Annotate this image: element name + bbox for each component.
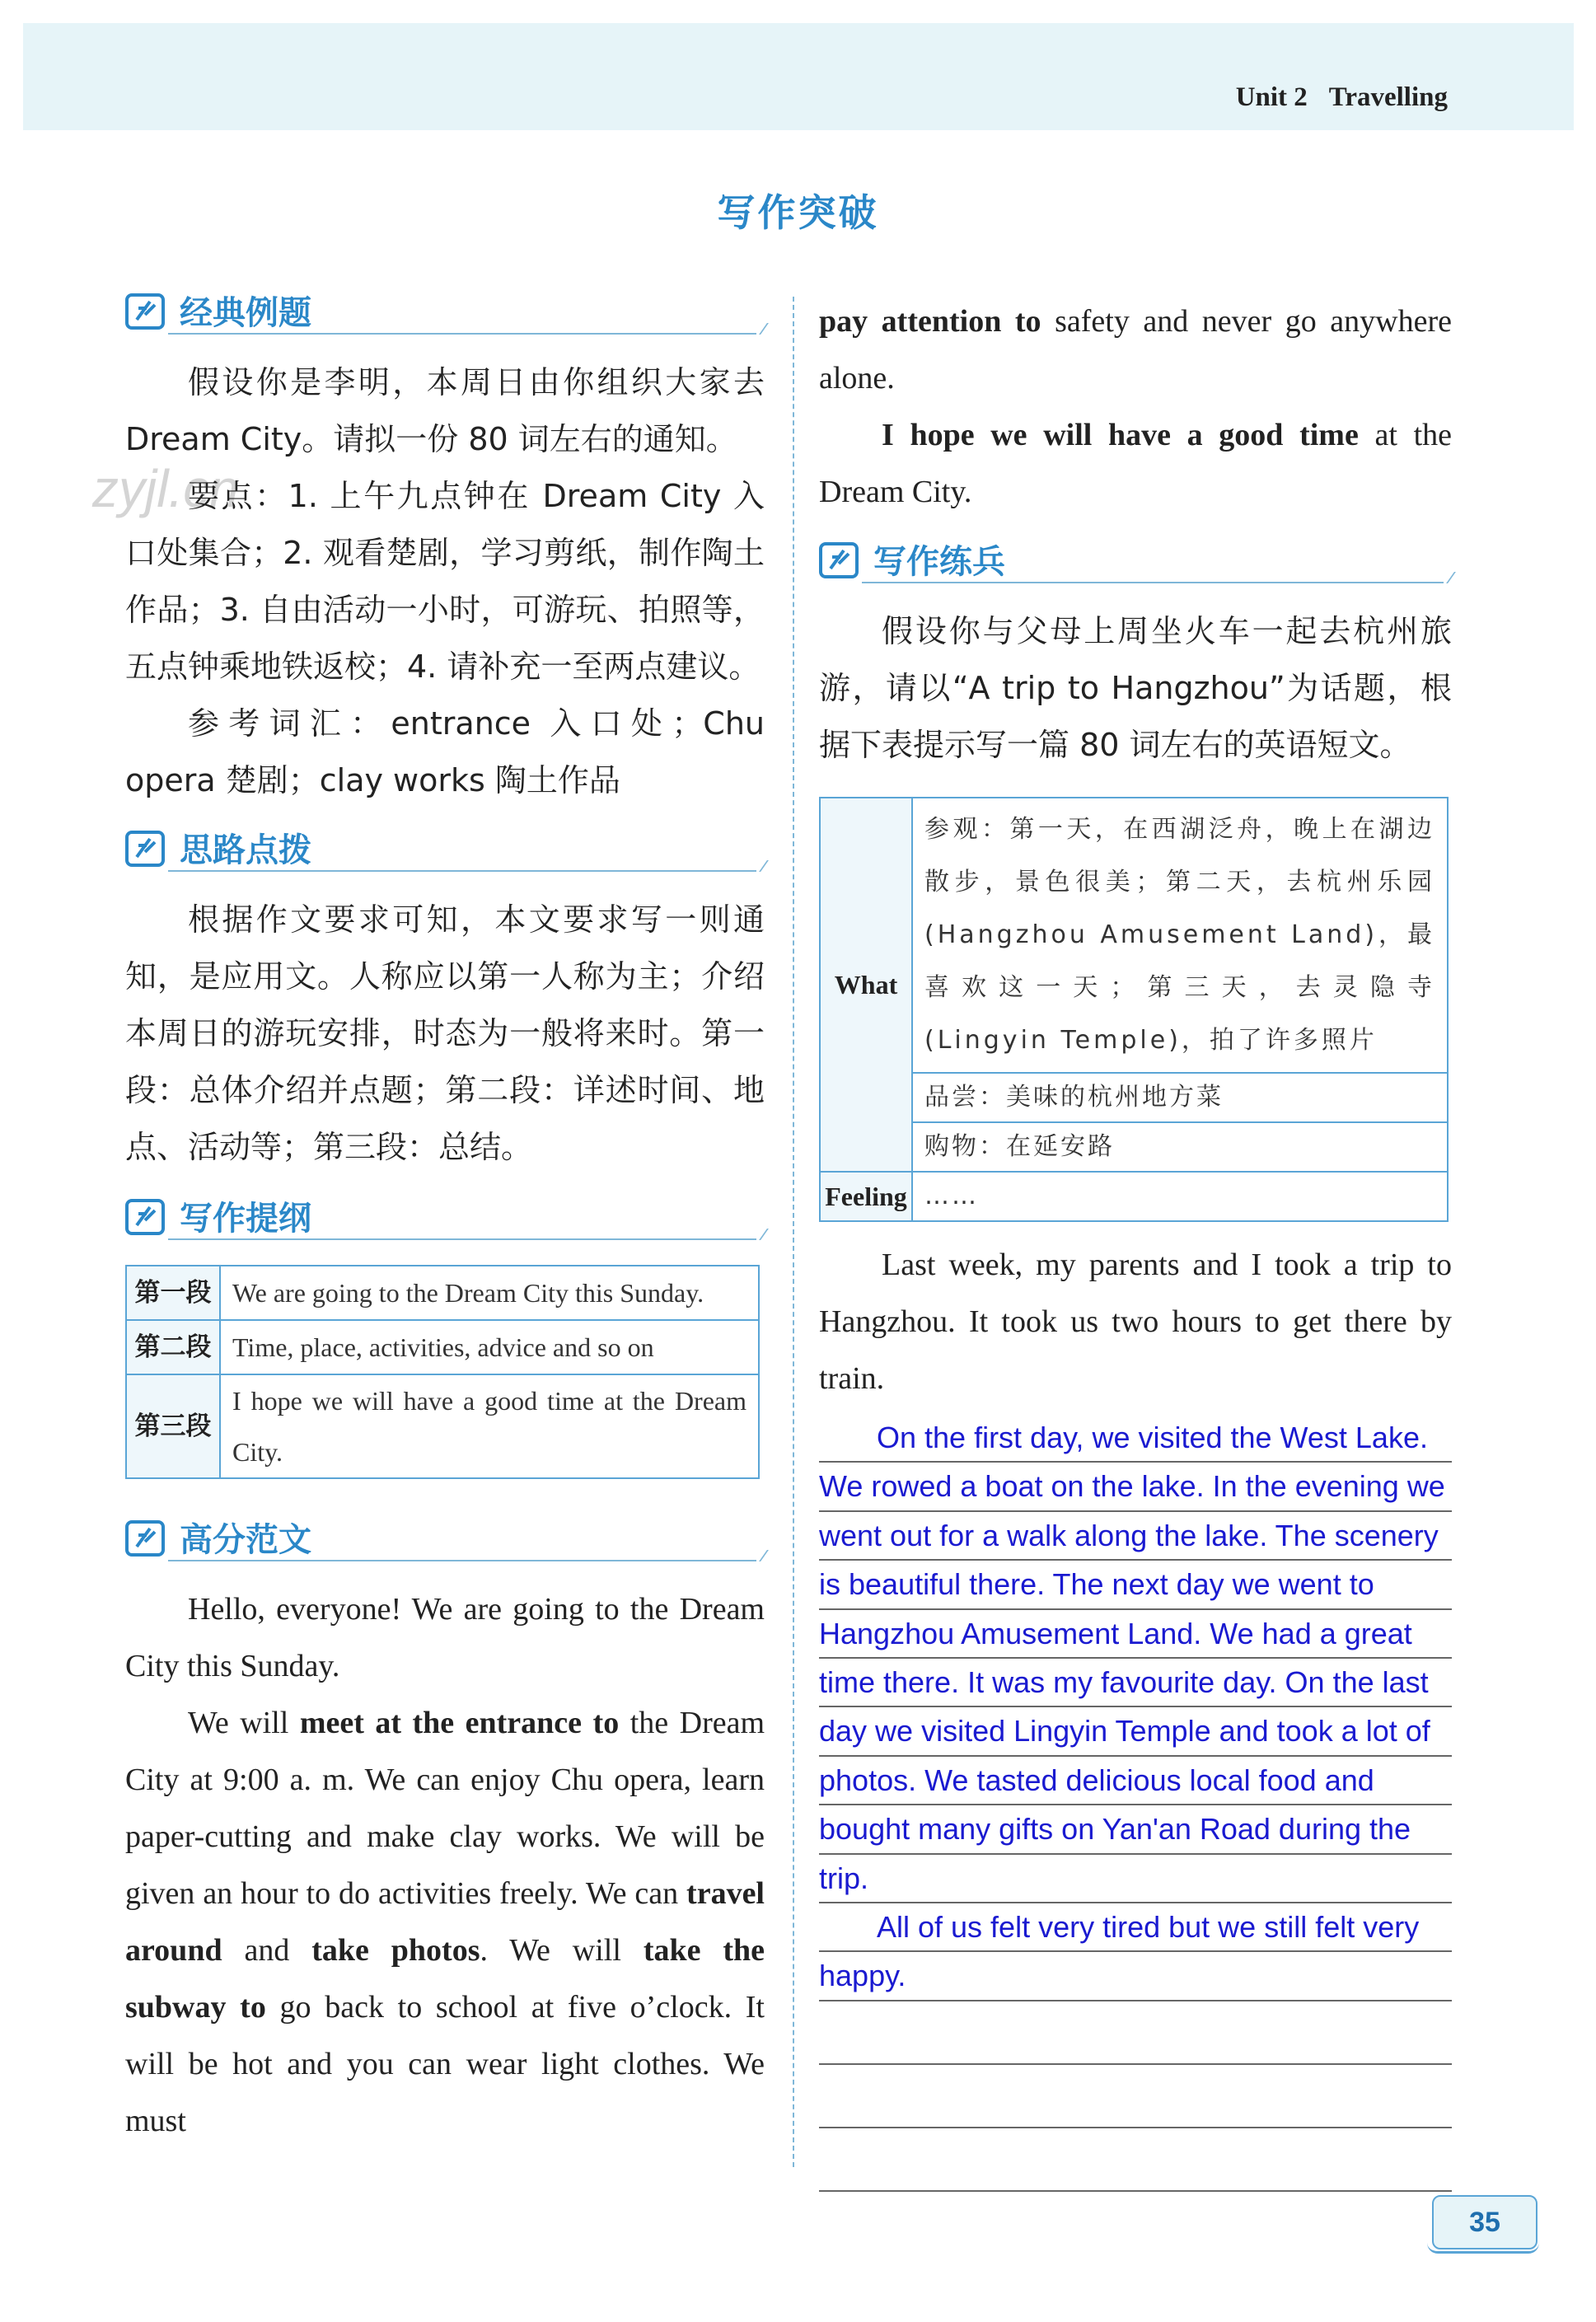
outline-label: 第一段 — [126, 1266, 220, 1320]
what-visit: 参观：第一天，在西湖泛舟，晚上在湖边散步，景色很美；第二天，去杭州乐园(Hangzhou Amusement Land)，最喜欢这一天；第三天，去灵隐寺(Lingyin Temple)，拍了许多照片 — [912, 798, 1448, 1073]
example-prompt: 假设你是李明，本周日由你组织大家去 Dream City。请拟一份 80 词左右的通知。 — [125, 364, 765, 457]
answer-line[interactable]: is beautiful there. The next day we went to — [819, 1561, 1452, 1609]
section-header-guidance — [125, 817, 765, 877]
watermark: zyjl.cn — [92, 459, 239, 518]
answer-line[interactable] — [819, 2128, 1452, 2192]
outline-value: I hope we will have a good time at the Dream City. — [220, 1374, 759, 1478]
running-header: Unit 2 Travelling — [1235, 82, 1448, 112]
feeling-label: Feeling — [820, 1172, 912, 1221]
pen-runner-icon — [125, 1517, 168, 1558]
outline-value: Time, place, activities, advice and so on — [220, 1320, 759, 1374]
book-icon — [1427, 2243, 1539, 2254]
right-column — [819, 293, 1452, 2192]
model-paragraph-1: Hello, everyone! We are going to the Dream City this Sunday. — [125, 1592, 765, 1683]
answer-line[interactable]: happy. — [819, 1952, 1452, 2001]
table-row — [126, 1320, 759, 1374]
section-title: 思路点拨 — [180, 831, 311, 869]
what-shop: 购物：在延安路 — [912, 1122, 1448, 1172]
answer-line[interactable]: time there. It was my favourite day. On the last — [819, 1659, 1452, 1707]
what-label: What — [820, 798, 912, 1172]
model-paragraph-3: I hope we will have a good time at the Dream City. — [819, 418, 1452, 509]
table-row — [126, 1374, 759, 1478]
example-vocab: 参考词汇：entrance 入口处；Chu opera 楚剧；clay works 陶土作品 — [125, 705, 765, 798]
section-header-practice — [819, 529, 1452, 588]
pen-runner-icon — [125, 290, 168, 331]
left-column — [125, 280, 765, 2150]
section-header-outline — [125, 1186, 765, 1245]
outline-value: We are going to the Dream City this Sunday. — [220, 1266, 759, 1320]
table-row — [820, 1073, 1448, 1122]
page-title: 写作突破 — [717, 190, 879, 235]
practice-intro: Last week, my parents and I took a trip to Hangzhou. It took us two hours to get there by train. — [819, 1248, 1452, 1396]
answer-line[interactable]: We rowed a boat on the lake. In the evening we — [819, 1463, 1452, 1511]
answer-line[interactable]: All of us felt very tired but we still felt very — [819, 1903, 1452, 1952]
answer-line[interactable]: photos. We tasted delicious local food and — [819, 1757, 1452, 1805]
table-row — [820, 1172, 1448, 1221]
pen-runner-icon — [125, 827, 168, 868]
section-title: 经典例题 — [180, 294, 311, 332]
answer-line[interactable]: trip. — [819, 1855, 1452, 1903]
answer-line[interactable]: bought many gifts on Yan'an Road during the — [819, 1805, 1452, 1854]
section-header-model — [125, 1507, 765, 1566]
column-divider — [793, 297, 794, 2167]
section-header-example — [125, 280, 765, 339]
answer-line[interactable]: went out for a walk along the lake. The scenery — [819, 1512, 1452, 1561]
section-title: 写作提纲 — [180, 1200, 311, 1238]
outline-label: 第三段 — [126, 1374, 220, 1478]
answer-lines — [819, 1414, 1452, 2192]
model-paragraph-2: We will meet at the entrance to the Dream City at 9:00 a. m. We can enjoy Chu opera, learn paper-cutting and make clay works. We will be given an hour to do activities freely. We can travel around and take photos. We will take the subway to go back to school at five o’clock. It will be hot and you can wear light clothes. We must — [125, 1706, 765, 2138]
table-row — [820, 798, 1448, 1073]
answer-line[interactable]: Hangzhou Amusement Land. We had a great — [819, 1610, 1452, 1659]
answer-line[interactable]: day we visited Lingyin Temple and took a lot of — [819, 1707, 1452, 1756]
table-row — [820, 1122, 1448, 1172]
page-number: 35 — [1432, 2195, 1537, 2249]
answer-line[interactable] — [819, 2001, 1452, 2065]
practice-prompt: 假设你与父母上周坐火车一起去杭州旅游，请以“A trip to Hangzhou”为话题，根据下表提示写一篇 80 词左右的英语短文。 — [819, 613, 1452, 763]
guidance-text: 根据作文要求可知，本文要求写一则通知，是应用文。人称应以第一人称为主；介绍本周日的游玩安排，时态为一般将来时。第一段：总体介绍并点题；第二段：详述时间、地点、活动等；第三段：总结。 — [125, 901, 765, 1165]
answer-line[interactable] — [819, 2065, 1452, 2128]
pen-runner-icon — [125, 1196, 168, 1237]
section-title: 高分范文 — [180, 1521, 311, 1559]
header-band — [23, 23, 1574, 130]
outline-table — [125, 1265, 760, 1479]
model-paragraph-2-continued: pay attention to safety and never go anywhere alone. — [819, 304, 1452, 396]
answer-line[interactable]: On the first day, we visited the West Lake. — [819, 1414, 1452, 1463]
table-row — [126, 1266, 759, 1320]
what-taste: 品尝：美味的杭州地方菜 — [912, 1073, 1448, 1122]
hint-table — [819, 797, 1449, 1222]
outline-label: 第二段 — [126, 1320, 220, 1374]
pen-runner-icon — [819, 539, 862, 580]
example-points: 要点：1. 上午九点钟在 Dream City 入口处集合；2. 观看楚剧，学习剪纸，制作陶土作品；3. 自由活动一小时，可游玩、拍照等，五点钟乘地铁返校；4. 请补充一至两点建议。 — [125, 478, 765, 685]
section-title: 写作练兵 — [873, 543, 1005, 581]
feeling-value: …… — [912, 1172, 1448, 1221]
